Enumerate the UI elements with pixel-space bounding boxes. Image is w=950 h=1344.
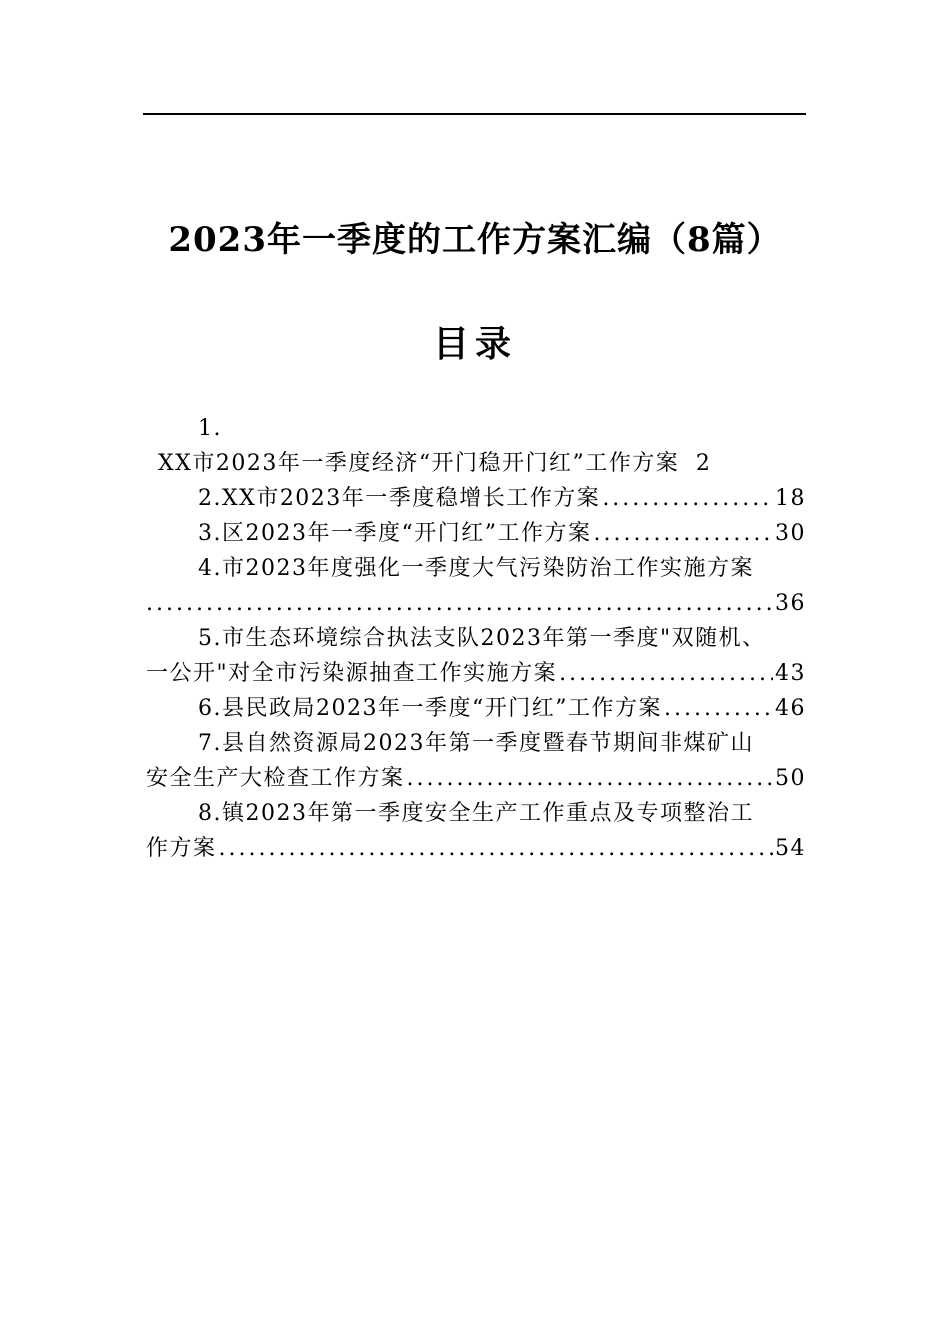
toc-page-number: 30 bbox=[775, 521, 806, 546]
header-rule bbox=[143, 113, 806, 115]
toc-entry-7-title[interactable]: 7.县自然资源局2023年第一季度暨春节期间非煤矿山 bbox=[198, 731, 754, 756]
toc-entry-4-leader[interactable] bbox=[146, 586, 806, 621]
toc-page-number: 50 bbox=[775, 766, 806, 791]
toc-leader-dots bbox=[219, 831, 773, 866]
toc-leader-dots bbox=[593, 516, 773, 551]
toc-heading: 目录 bbox=[432, 323, 517, 365]
toc-entry-5-title[interactable]: 5.市生态环境综合执法支队2023年第一季度"双随机、 bbox=[198, 626, 766, 651]
toc-leader-dots bbox=[146, 586, 773, 621]
document-title: 2023年一季度的工作方案汇编（8篇） bbox=[168, 220, 782, 260]
table-of-contents bbox=[146, 411, 806, 866]
toc-leader-dots bbox=[664, 691, 773, 726]
toc-entry-label: XX市2023年一季度经济“开门稳开门红”工作方案 bbox=[158, 451, 680, 476]
toc-page-number: 18 bbox=[775, 486, 806, 511]
toc-entry-6[interactable] bbox=[146, 691, 806, 726]
toc-page-number: 46 bbox=[775, 696, 806, 721]
toc-entry-4-title[interactable]: 4.市2023年度强化一季度大气污染防治工作实施方案 bbox=[198, 556, 754, 581]
toc-entry-7-leader[interactable] bbox=[146, 761, 806, 796]
toc-entry-1-title[interactable] bbox=[146, 446, 806, 481]
toc-leader-dots bbox=[559, 656, 773, 691]
toc-entry-2[interactable] bbox=[146, 481, 806, 516]
toc-entry-8-title[interactable]: 8.镇2023年第一季度安全生产工作重点及专项整治工 bbox=[198, 801, 754, 826]
toc-entry-label: 2.XX市2023年一季度稳增长工作方案 bbox=[198, 486, 601, 511]
toc-page-number: 2 bbox=[695, 451, 712, 476]
toc-page-number: 36 bbox=[775, 591, 806, 616]
toc-entry-8-leader[interactable] bbox=[146, 831, 806, 866]
toc-page-number: 54 bbox=[775, 836, 806, 861]
toc-page-number: 43 bbox=[775, 661, 806, 686]
toc-entry-label: 6.县民政局2023年一季度“开门红”工作方案 bbox=[198, 696, 662, 721]
toc-entry-1-number[interactable]: 1. bbox=[198, 416, 222, 441]
toc-entry-label: 安全生产大检查工作方案 bbox=[146, 766, 405, 791]
toc-leader-dots bbox=[407, 761, 773, 796]
toc-entry-5-leader[interactable] bbox=[146, 656, 806, 691]
toc-leader-dots bbox=[602, 481, 773, 516]
toc-entry-label: 一公开"对全市污染源抽查工作实施方案 bbox=[146, 661, 558, 686]
toc-entry-label: 作方案 bbox=[146, 836, 217, 861]
toc-entry-3[interactable] bbox=[146, 516, 806, 551]
toc-entry-label: 3.区2023年一季度“开门红”工作方案 bbox=[198, 521, 592, 546]
